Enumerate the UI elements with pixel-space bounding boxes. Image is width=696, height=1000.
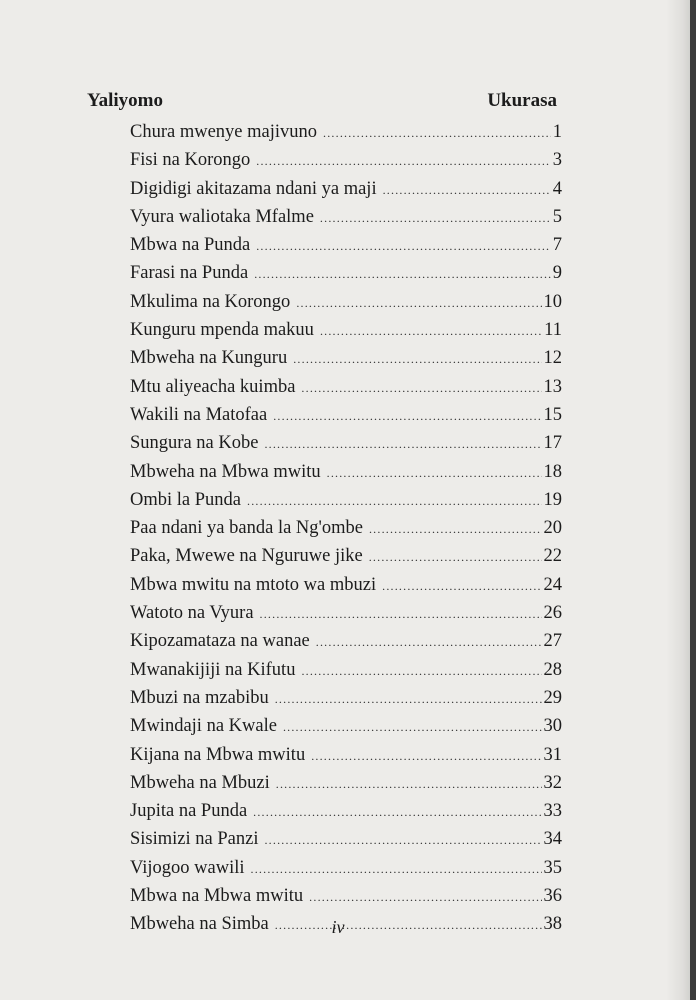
toc-entry-title: Mkulima na Korongo bbox=[130, 291, 291, 312]
dot-leader bbox=[311, 742, 541, 770]
toc-entry bbox=[130, 146, 562, 174]
toc-entry-page: 22 bbox=[543, 546, 562, 567]
toc-entry-page: 35 bbox=[543, 857, 562, 878]
dot-leader bbox=[264, 430, 541, 458]
page-edge bbox=[690, 0, 696, 1000]
toc-entry bbox=[130, 458, 562, 486]
dot-leader bbox=[247, 487, 542, 515]
toc-entry-page: 5 bbox=[552, 206, 562, 227]
toc-entry bbox=[130, 684, 562, 712]
toc-entry-page: 30 bbox=[543, 716, 562, 737]
toc-entry-title: Mbweha na Simba bbox=[130, 914, 269, 935]
toc-entry-title: Vyura waliotaka Mfalme bbox=[130, 206, 314, 227]
toc-entry-title: Mtu aliyeacha kuimba bbox=[130, 376, 296, 397]
toc-entry-page: 17 bbox=[543, 433, 562, 454]
toc-entry-title: Sungura na Kobe bbox=[130, 433, 259, 454]
toc-entry bbox=[130, 514, 562, 542]
toc-entry-title: Vijogoo wawili bbox=[130, 857, 245, 878]
dot-leader bbox=[369, 515, 542, 543]
dot-leader bbox=[293, 345, 541, 373]
dot-leader bbox=[264, 826, 541, 854]
toc-entry bbox=[130, 429, 562, 457]
toc-entry-title: Digidigi akitazama ndani ya maji bbox=[130, 178, 377, 199]
toc-entry-title: Fisi na Korongo bbox=[130, 150, 251, 171]
dot-leader bbox=[296, 289, 541, 317]
toc-entry-title: Farasi na Punda bbox=[130, 263, 249, 284]
toc-entry-title: Watoto na Vyura bbox=[130, 603, 254, 624]
toc-entry-title: Wakili na Matofaa bbox=[130, 404, 268, 425]
toc-entry-page: 4 bbox=[552, 178, 562, 199]
dot-leader bbox=[276, 770, 542, 798]
toc-entry-title: Jupita na Punda bbox=[130, 801, 248, 822]
toc-entry-page: 34 bbox=[543, 829, 562, 850]
toc-entry-page: 11 bbox=[544, 320, 562, 341]
contents-heading: Yaliyomo bbox=[87, 90, 163, 111]
toc-entry-page: 13 bbox=[543, 376, 562, 397]
toc-header bbox=[87, 90, 557, 118]
toc-entry-page: 3 bbox=[552, 150, 562, 171]
toc-entry-page: 18 bbox=[543, 461, 562, 482]
toc-entry bbox=[130, 401, 562, 429]
page-number-folio: iv bbox=[331, 917, 345, 937]
toc-entry-page: 28 bbox=[543, 659, 562, 680]
dot-leader bbox=[260, 600, 542, 628]
dot-leader bbox=[309, 883, 541, 911]
toc-entry bbox=[130, 118, 562, 146]
toc-entry bbox=[130, 344, 562, 372]
toc-entry-title: Mbweha na Mbuzi bbox=[130, 772, 270, 793]
toc-entry bbox=[130, 231, 562, 259]
toc-entry-page: 29 bbox=[543, 687, 562, 708]
toc-entry bbox=[130, 571, 562, 599]
toc-entry bbox=[130, 542, 562, 570]
toc-entry-title: Chura mwenye majivuno bbox=[130, 122, 318, 142]
toc-entry-page: 33 bbox=[543, 801, 562, 822]
toc-entry bbox=[130, 486, 562, 514]
toc-entry bbox=[130, 741, 562, 769]
toc-entry-title: Mbwa na Mbwa mwitu bbox=[130, 886, 304, 907]
dot-leader bbox=[316, 628, 542, 656]
toc-entry-title: Mwindaji na Kwale bbox=[130, 716, 277, 737]
toc-entry-page: 10 bbox=[543, 291, 562, 312]
toc-entry-page: 32 bbox=[543, 772, 562, 793]
page-column-heading: Ukurasa bbox=[487, 90, 557, 111]
toc-entry-title: Paka, Mwewe na Nguruwe jike bbox=[130, 546, 363, 567]
toc-entry-title: Ombi la Punda bbox=[130, 489, 241, 510]
toc-entry bbox=[130, 797, 562, 825]
toc-entry bbox=[130, 882, 562, 910]
toc-entry-page: 20 bbox=[543, 518, 562, 539]
toc-entry-page: 7 bbox=[552, 235, 562, 256]
dot-leader bbox=[253, 798, 541, 826]
toc-entry bbox=[130, 175, 562, 203]
dot-leader bbox=[256, 232, 551, 260]
toc-entry bbox=[130, 203, 562, 231]
toc-entry-page: 38 bbox=[543, 914, 562, 935]
toc-entry-title: Mbweha na Kunguru bbox=[130, 348, 288, 369]
toc-entry-page: 31 bbox=[543, 744, 562, 765]
toc-entry-title: Sisimizi na Panzi bbox=[130, 829, 259, 850]
dot-leader bbox=[301, 657, 541, 685]
toc-entry-page: 27 bbox=[543, 631, 562, 652]
toc-entry-page: 1 bbox=[552, 122, 562, 142]
toc-entry-page: 26 bbox=[543, 603, 562, 624]
toc-entry-page: 19 bbox=[543, 489, 562, 510]
dot-leader bbox=[251, 855, 542, 883]
toc-entry bbox=[130, 712, 562, 740]
dot-leader bbox=[275, 685, 542, 713]
dot-leader bbox=[254, 260, 551, 288]
toc-entry bbox=[130, 825, 562, 853]
toc-entry-title: Mbweha na Mbwa mwitu bbox=[130, 461, 321, 482]
toc-entry-page: 24 bbox=[543, 574, 562, 595]
dot-leader bbox=[301, 374, 541, 402]
toc-entry bbox=[130, 316, 562, 344]
toc-entry-page: 36 bbox=[543, 886, 562, 907]
toc-entry-page: 15 bbox=[543, 404, 562, 425]
toc-entry-title: Mwanakijiji na Kifutu bbox=[130, 659, 296, 680]
toc-entry-title: Kijana na Mbwa mwitu bbox=[130, 744, 306, 765]
toc-entry-title: Kipozamataza na wanae bbox=[130, 631, 310, 652]
dot-leader bbox=[327, 459, 542, 487]
dot-leader bbox=[283, 713, 542, 741]
toc-entry bbox=[130, 656, 562, 684]
dot-leader bbox=[383, 176, 551, 204]
toc-entry bbox=[130, 288, 562, 316]
dot-leader bbox=[369, 543, 542, 571]
toc-entry-page: 9 bbox=[552, 263, 562, 284]
dot-leader bbox=[323, 119, 551, 147]
toc-entry-title: Mbwa mwitu na mtoto wa mbuzi bbox=[130, 574, 377, 595]
toc-entry-title: Mbuzi na mzabibu bbox=[130, 687, 269, 708]
toc-entry-title: Kunguru mpenda makuu bbox=[130, 320, 314, 341]
toc-entry bbox=[130, 599, 562, 627]
toc-entry bbox=[130, 854, 562, 882]
dot-leader bbox=[382, 572, 541, 600]
table-of-contents bbox=[130, 118, 562, 939]
dot-leader bbox=[256, 147, 551, 175]
dot-leader bbox=[320, 204, 551, 232]
toc-entry bbox=[130, 627, 562, 655]
toc-entry bbox=[130, 373, 562, 401]
toc-entry-title: Mbwa na Punda bbox=[130, 235, 251, 256]
toc-entry bbox=[130, 769, 562, 797]
dot-leader bbox=[273, 402, 541, 430]
toc-entry-title: Paa ndani ya banda la Ng'ombe bbox=[130, 518, 363, 539]
toc-entry bbox=[130, 259, 562, 287]
toc-entry-page: 12 bbox=[543, 348, 562, 369]
dot-leader bbox=[320, 317, 542, 345]
